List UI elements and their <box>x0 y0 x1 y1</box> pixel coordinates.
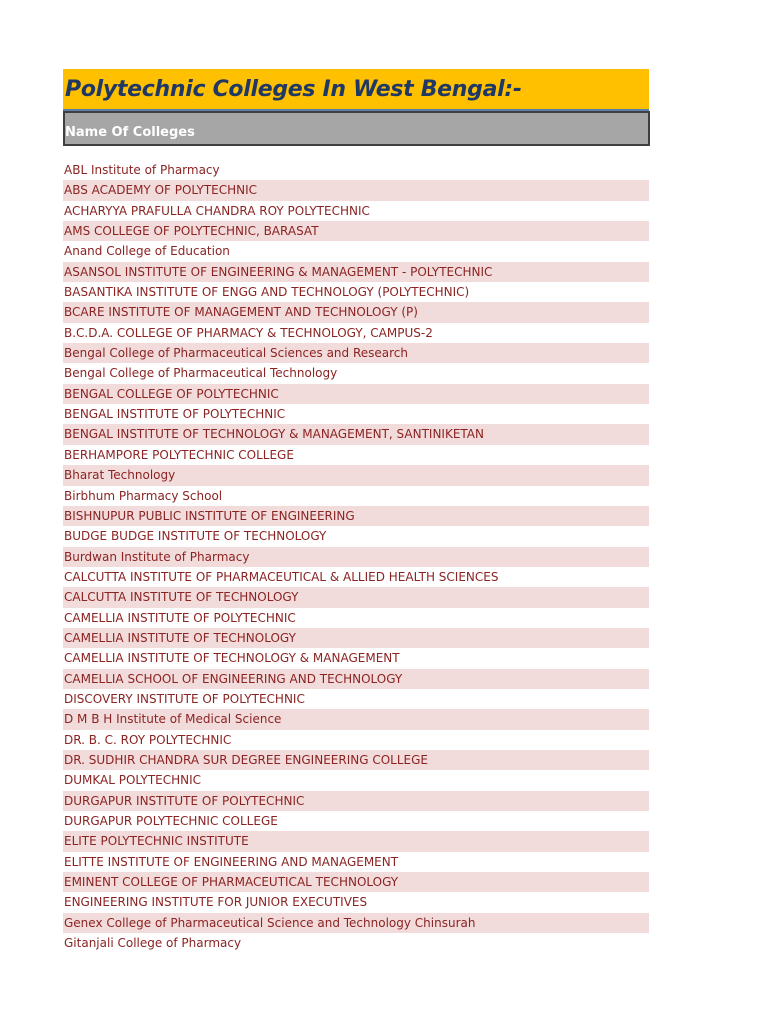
list-item: CAMELLIA INSTITUTE OF TECHNOLOGY <box>63 628 649 648</box>
list-item: EMINENT COLLEGE OF PHARMACEUTICAL TECHNOLOGY <box>63 872 649 892</box>
list-item: Birbhum Pharmacy School <box>64 488 223 503</box>
list-item: CAMELLIA INSTITUTE OF POLYTECHNIC <box>64 610 296 625</box>
list-item: ABL Institute of Pharmacy <box>64 163 220 177</box>
list-item: DUMKAL POLYTECHNIC <box>64 773 202 788</box>
list-item: Bengal College of Pharmaceutical Sciences and Research <box>63 343 649 363</box>
list-item: ENGINEERING INSTITUTE FOR JUNIOR EXECUTIVES <box>64 895 368 910</box>
list-item: D M B H Institute of Medical Science <box>63 709 649 729</box>
list-item: CAMELLIA INSTITUTE OF TECHNOLOGY & MANAGEMENT <box>64 651 400 666</box>
list-item: AMS COLLEGE OF POLYTECHNIC, BARASAT <box>63 221 649 241</box>
title-bar <box>63 69 649 111</box>
column-header: Name Of Colleges <box>65 125 195 140</box>
list-item: DURGAPUR POLYTECHNIC COLLEGE <box>64 814 278 828</box>
list-item: DISCOVERY INSTITUTE OF POLYTECHNIC <box>64 691 305 706</box>
list-item: BENGAL INSTITUTE OF TECHNOLOGY & MANAGEMENT, SANTINIKETAN <box>63 424 649 444</box>
list-item: CAMELLIA SCHOOL OF ENGINEERING AND TECHNOLOGY <box>63 669 649 689</box>
list-item: BENGAL INSTITUTE OF POLYTECHNIC <box>64 407 286 422</box>
list-item: B.C.D.A. COLLEGE OF PHARMACY & TECHNOLOGY, CAMPUS-2 <box>64 325 433 340</box>
list-item: ACHARYYA PRAFULLA CHANDRA ROY POLYTECHNIC <box>64 203 370 218</box>
list-item: DR. B. C. ROY POLYTECHNIC <box>64 732 232 747</box>
column-header-bar <box>63 111 650 146</box>
list-item: BUDGE BUDGE INSTITUTE OF TECHNOLOGY <box>64 529 327 544</box>
list-item: BERHAMPORE POLYTECHNIC COLLEGE <box>64 447 294 462</box>
list-item: CALCUTTA INSTITUTE OF TECHNOLOGY <box>63 587 649 607</box>
list-item: CALCUTTA INSTITUTE OF PHARMACEUTICAL & ALLIED HEALTH SCIENCES <box>64 569 499 584</box>
list-item: BASANTIKA INSTITUTE OF ENGG AND TECHNOLOGY (POLYTECHNIC) <box>64 285 470 300</box>
list-item: Gitanjali College of Pharmacy <box>64 936 242 951</box>
list-item: Anand College of Education <box>64 244 230 259</box>
list-item: BENGAL COLLEGE OF POLYTECHNIC <box>63 384 649 404</box>
list-item: Bengal College of Pharmaceutical Technology <box>64 366 338 381</box>
list-item: BISHNUPUR PUBLIC INSTITUTE OF ENGINEERING <box>63 506 649 526</box>
list-item: DURGAPUR INSTITUTE OF POLYTECHNIC <box>63 791 649 811</box>
list-item: BCARE INSTITUTE OF MANAGEMENT AND TECHNOLOGY (P) <box>63 302 649 322</box>
list-item: ASANSOL INSTITUTE OF ENGINEERING & MANAGEMENT - POLYTECHNIC <box>63 262 649 282</box>
list-item: Genex College of Pharmaceutical Science and Technology Chinsurah <box>63 913 649 933</box>
list-item: ELITE POLYTECHNIC INSTITUTE <box>63 831 649 851</box>
list-item: DR. SUDHIR CHANDRA SUR DEGREE ENGINEERING COLLEGE <box>63 750 649 770</box>
list-item: ABS ACADEMY OF POLYTECHNIC <box>63 180 649 200</box>
college-list <box>63 160 649 953</box>
list-item: ELITTE INSTITUTE OF ENGINEERING AND MANAGEMENT <box>64 854 399 869</box>
list-item: Bharat Technology <box>63 465 649 485</box>
page-title: Polytechnic Colleges In West Bengal:- <box>65 77 522 102</box>
list-item: Burdwan Institute of Pharmacy <box>63 547 649 567</box>
